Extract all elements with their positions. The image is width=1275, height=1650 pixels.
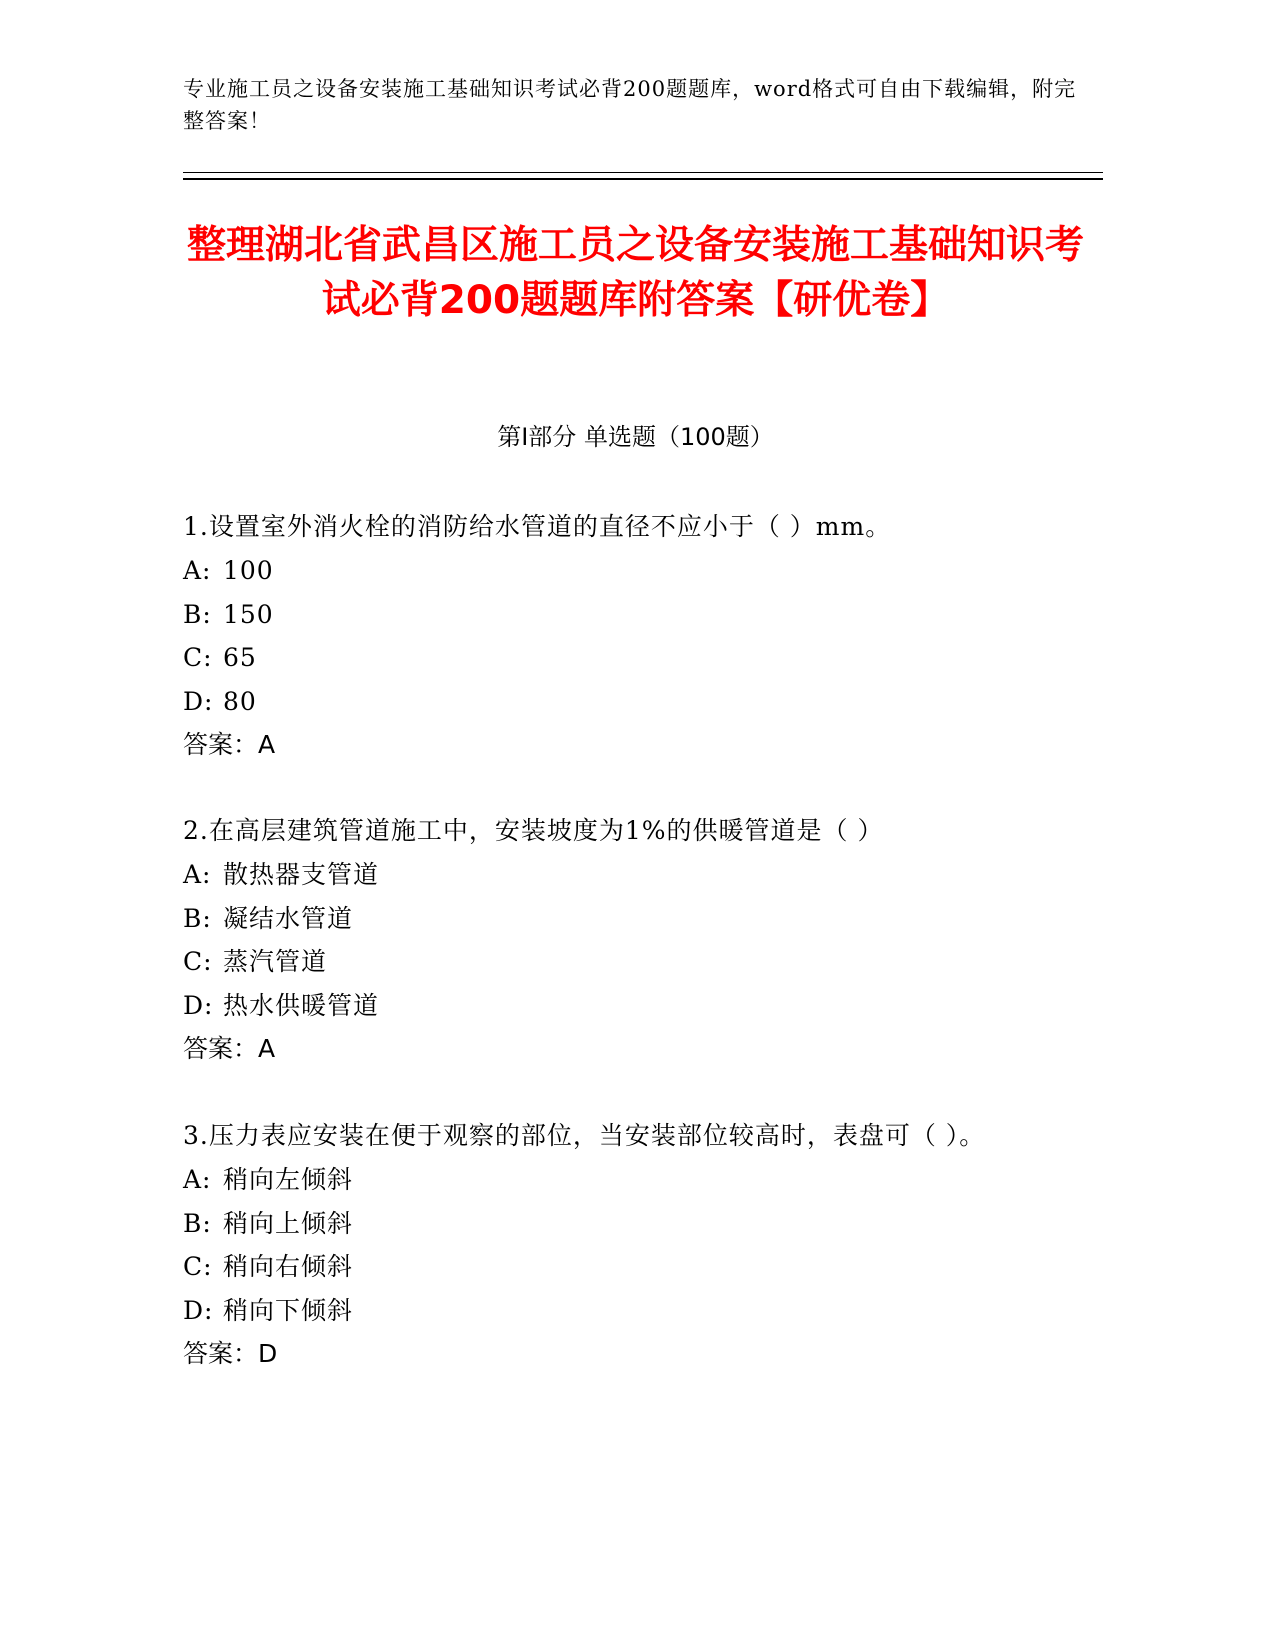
question-2: [183, 809, 1063, 1071]
option-a: [183, 1158, 1063, 1202]
question-1: [183, 505, 1063, 767]
option-a: [183, 549, 1063, 593]
answer-value: A: [258, 1034, 276, 1063]
option-text: 100: [223, 556, 274, 585]
option-text: 150: [223, 599, 274, 629]
option-letter: B:: [183, 1208, 212, 1238]
option-letter: B:: [183, 903, 212, 933]
answer-label: 答案：: [183, 1034, 259, 1063]
question-3: [183, 1114, 1063, 1376]
option-letter: A:: [183, 1165, 212, 1194]
option-letter: C:: [183, 643, 213, 672]
header-divider-top: [183, 172, 1103, 173]
answer-line: [183, 1027, 1063, 1071]
option-letter: A:: [183, 860, 212, 889]
question-stem: 1.设置室外消火栓的消防给水管道的直径不应小于（ ）mm。: [183, 512, 892, 541]
option-text: 热水供暖管道: [223, 990, 380, 1020]
answer-value: A: [258, 730, 276, 759]
option-b: [183, 897, 1063, 941]
option-b: [183, 1202, 1063, 1246]
option-text: 稍向右倾斜: [223, 1252, 354, 1281]
section-heading: 第I部分 单选题（100题）: [497, 423, 774, 451]
option-letter: A:: [183, 556, 212, 585]
option-b: [183, 593, 1063, 637]
option-a: [183, 853, 1063, 897]
option-letter: C:: [183, 1252, 213, 1281]
option-c: [183, 636, 1063, 680]
question-stem: 3.压力表应安装在便于观察的部位，当安装部位较高时，表盘可（ ）。: [183, 1121, 986, 1150]
option-text: 凝结水管道: [223, 903, 354, 933]
header-note: 专业施工员之设备安装施工基础知识考试必背200题题库，word格式可自由下载编辑，附完整答案！: [183, 77, 1077, 133]
option-c: [183, 940, 1063, 984]
option-letter: D:: [183, 686, 214, 716]
answer-line: [183, 723, 1063, 767]
header-divider-bottom: [183, 178, 1103, 180]
option-text: 散热器支管道: [223, 860, 380, 889]
option-letter: D:: [183, 990, 214, 1020]
option-text: 80: [223, 686, 257, 716]
answer-label: 答案：: [183, 1339, 259, 1368]
option-letter: C:: [183, 947, 213, 976]
option-d: [183, 984, 1063, 1028]
answer-label: 答案：: [183, 730, 259, 759]
option-letter: B:: [183, 599, 212, 629]
option-text: 蒸汽管道: [223, 947, 328, 976]
option-d: [183, 1289, 1063, 1333]
answer-line: [183, 1332, 1063, 1376]
answer-value: D: [258, 1339, 278, 1368]
option-text: 稍向下倾斜: [223, 1295, 354, 1325]
document-title: 整理湖北省武昌区施工员之设备安装施工基础知识考试必背200题题库附答案【研优卷】: [186, 223, 1084, 323]
option-text: 稍向左倾斜: [223, 1165, 354, 1194]
option-c: [183, 1245, 1063, 1289]
option-letter: D:: [183, 1295, 214, 1325]
option-text: 稍向上倾斜: [223, 1208, 354, 1238]
option-d: [183, 680, 1063, 724]
option-text: 65: [223, 643, 257, 672]
question-stem: 2.在高层建筑管道施工中，安装坡度为1%的供暖管道是（ ）: [183, 816, 884, 845]
